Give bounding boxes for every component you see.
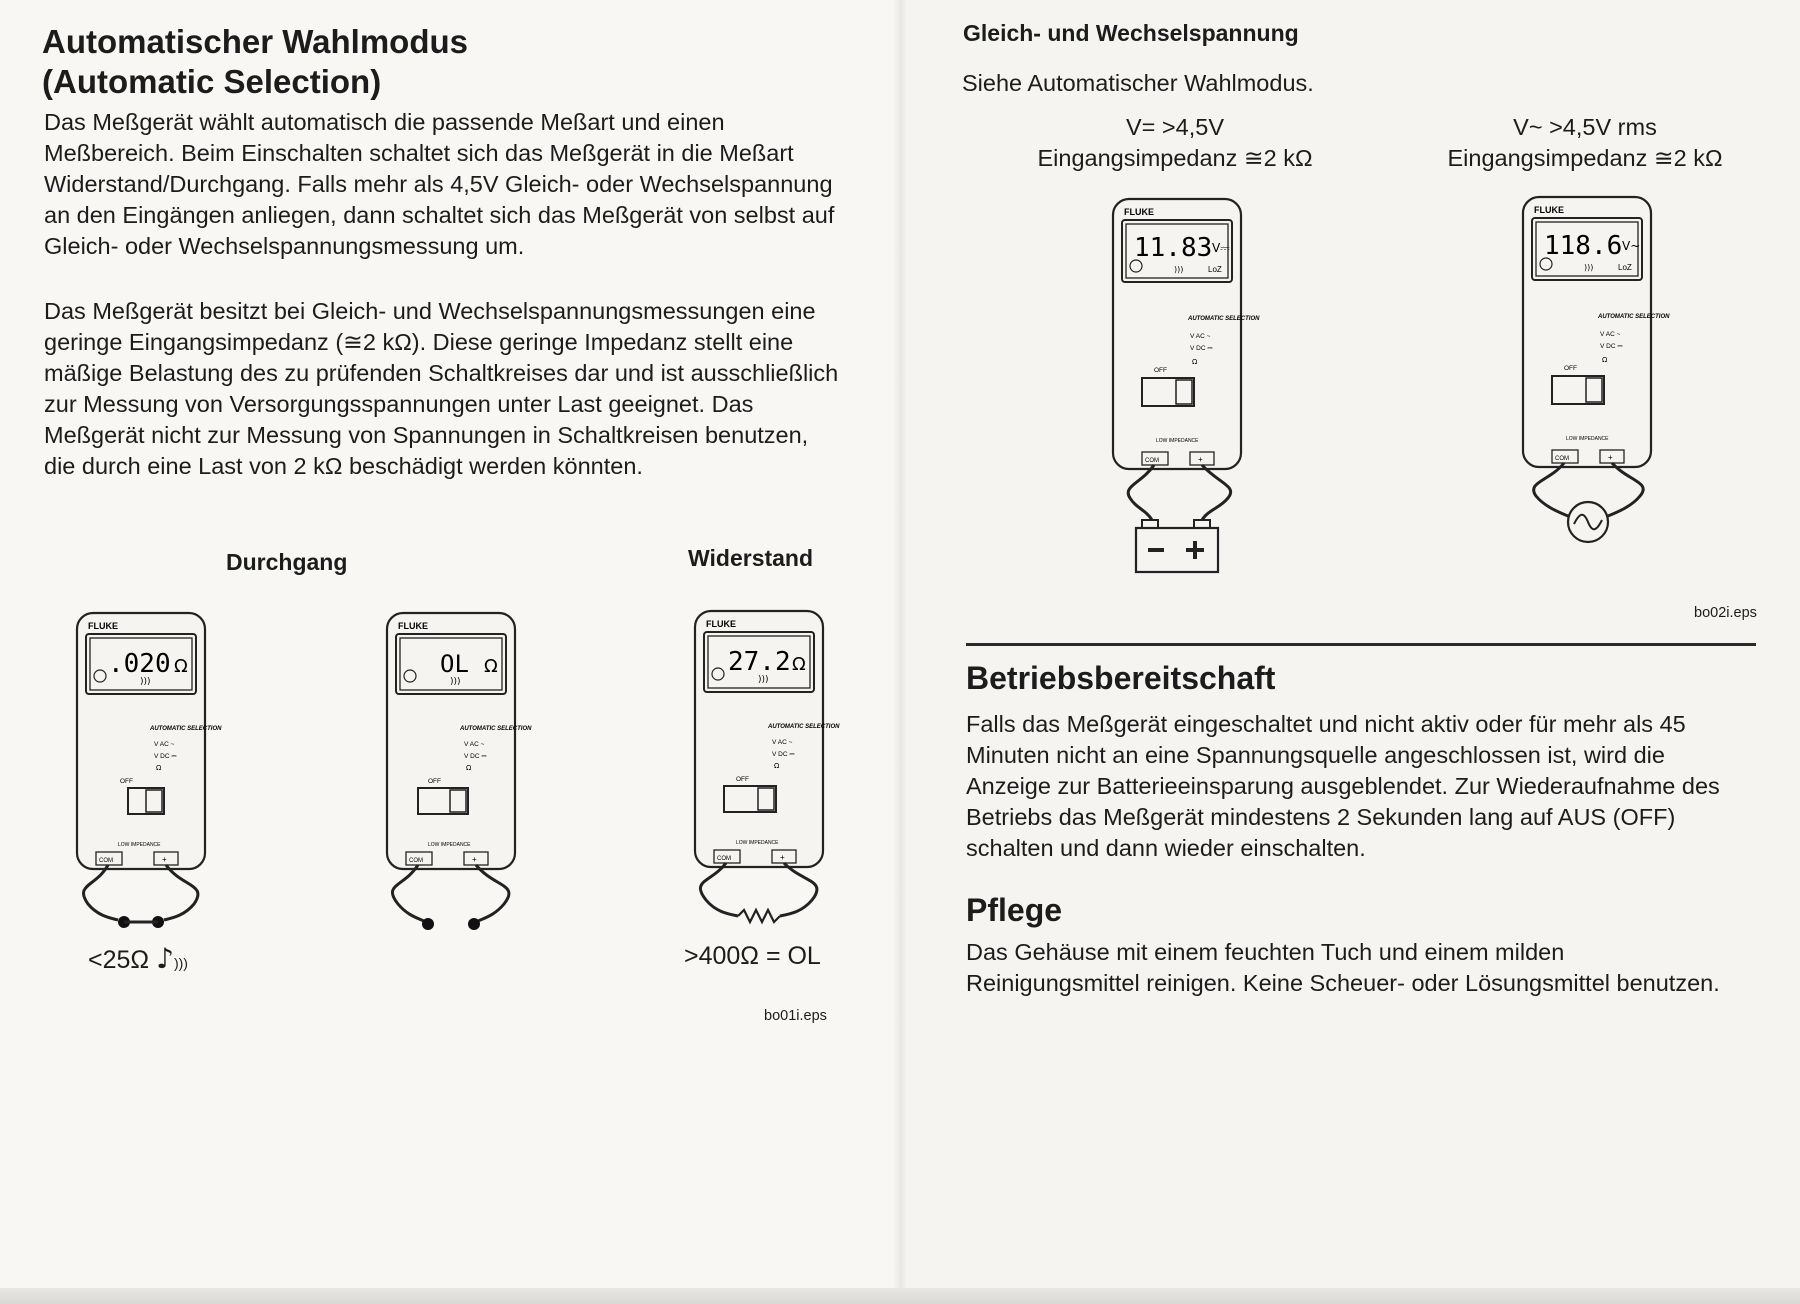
meter-auto-label: AUTOMATIC SELECTION xyxy=(1598,314,1670,320)
probe-lead-plus xyxy=(1202,465,1231,520)
dc-spec xyxy=(1010,112,1340,174)
meter-ohm-label: Ω xyxy=(466,764,472,772)
svg-text:))): ))) xyxy=(1584,263,1594,272)
meter-ohm-label: Ω xyxy=(156,764,162,772)
meter-vdc-label: V DC ⎓ xyxy=(464,753,487,760)
meter-display-unit: Ω xyxy=(792,654,806,675)
left-paragraph-1: Das Meßgerät wählt automatisch die passende Meßart und einen Meßbereich. Beim Einschalten schaltet sich das Meßgerät in die Meßart Widerstand/Durchgang. Falls mehr als 4,5V Gleich- oder Wechselspannung an den Eingängen anliegen, dann schaltet sich das Meßgerät von selbst auf Gleich- oder Wechselspannungsmessung um. xyxy=(44,109,835,259)
beeper-icon: ♪ xyxy=(156,942,174,975)
meter-vdc-label: V DC ⎓ xyxy=(1600,343,1623,350)
meter-display-unit: Ω xyxy=(174,656,188,677)
meter-body xyxy=(77,613,222,869)
betrieb-text: Falls das Meßgerät eingeschaltet und nicht aktiv oder für mehr als 45 Minuten nicht an eine Spannungsquelle angeschlossen ist, wird die Anzeige zur Batterieeinsparung ausgeblendet. Zur Wiederaufnahme des Betriebs das Meßgerät mindestens 2 Sekunden lang auf AUS (OFF) schalten und dann wieder einschalten. xyxy=(966,711,1720,861)
left-title-line2: (Automatic Selection) xyxy=(42,63,382,100)
left-paragraph-2: Das Meßgerät besitzt bei Gleich- und Wechselspannungsmessungen eine geringe Eingangsimpedanz (≅2 kΩ). Diese geringe Impedanz stellt eine mäßige Belastung des zu prüfenden Schaltkreises dar und ist ausschließlich zur Messung von Versorgungsspannungen unter Last geeignet. Das Meßgerät nicht zur Messung von Spannungen in Schaltkreisen benutzen, die durch eine Last von 2 kΩ beschädigt werden könnten. xyxy=(44,298,839,479)
meter-open-circuit xyxy=(386,612,532,932)
meter-dc-voltage xyxy=(1112,198,1260,578)
meter-off-label: OFF xyxy=(120,778,133,785)
meter-off-label: OFF xyxy=(1564,365,1577,372)
pflege-text: Das Gehäuse mit einem feuchten Tuch und einem milden Reinigungsmittel reinigen. Keine Scheuer- oder Lösungsmittel benutzen. xyxy=(966,939,1720,996)
meter-plus-label: + xyxy=(780,853,785,862)
meter-vdc-label: V DC ⎓ xyxy=(1190,345,1213,352)
meter-off-label: OFF xyxy=(428,778,441,785)
meter-ac-voltage xyxy=(1522,196,1670,546)
meter-vac-label: V AC ~ xyxy=(1600,331,1621,338)
section-divider xyxy=(966,643,1756,646)
meter-ohm-label: Ω xyxy=(1602,356,1608,364)
probe-lead-plus xyxy=(1608,463,1643,516)
meter-vac-label: V AC ~ xyxy=(464,741,485,748)
meter-lowimp-label: LOW IMPEDANCE xyxy=(428,842,471,848)
scan-bottom-edge xyxy=(0,1288,1800,1304)
meter-com-label: COM xyxy=(1555,456,1569,462)
meter-display-value: .020 xyxy=(108,649,171,679)
probe-lead-plus xyxy=(164,865,198,920)
meter-display-value: OL xyxy=(440,650,469,678)
meter-com-label: COM xyxy=(99,858,113,864)
svg-text:))): ))) xyxy=(140,677,151,687)
probe-lead-com xyxy=(1128,465,1154,520)
dc-spec-line2: Eingangsimpedanz ≅2 kΩ xyxy=(1037,145,1313,171)
label-widerstand: Widerstand xyxy=(688,545,814,571)
meter-off-label: OFF xyxy=(1154,367,1167,374)
meter-loz-label: LoZ xyxy=(1618,263,1632,272)
meter-brand-label: FLUKE xyxy=(1124,207,1154,217)
meter-continuity xyxy=(76,612,222,932)
dc-spec-line1: V= >4,5V xyxy=(1126,114,1224,140)
meter-display-unit: V⎓ xyxy=(1212,241,1230,255)
meter-lowimp-label: LOW IMPEDANCE xyxy=(1156,438,1199,444)
caption-resistance: >400Ω = OL xyxy=(684,942,821,970)
ac-spec xyxy=(1420,112,1750,174)
ac-spec-line1: V~ >4,5V rms xyxy=(1513,114,1657,140)
section-text-voltage: Siehe Automatischer Wahlmodus. xyxy=(962,70,1314,96)
resistor-icon xyxy=(738,910,780,922)
page-fold xyxy=(893,0,907,1304)
label-durchgang: Durchgang xyxy=(226,549,348,575)
probe-lead-com xyxy=(700,863,738,916)
meter-display-value: 118.6 xyxy=(1544,231,1623,261)
meter-vac-label: V AC ~ xyxy=(772,739,793,746)
probe-lead-com xyxy=(83,865,118,920)
pflege-title: Pflege xyxy=(966,892,1063,928)
figure-id-right: bo02i.eps xyxy=(1694,605,1757,621)
battery-icon xyxy=(1136,520,1218,572)
svg-text:))): ))) xyxy=(1174,265,1184,274)
meter-brand-label: FLUKE xyxy=(88,621,118,631)
meter-com-label: COM xyxy=(1145,458,1159,464)
svg-text:))): ))) xyxy=(758,675,769,685)
meter-lowimp-label: LOW IMPEDANCE xyxy=(1566,436,1609,442)
left-title-line1: Automatischer Wahlmodus xyxy=(42,23,468,60)
meter-brand-label: FLUKE xyxy=(1534,205,1564,215)
meter-vdc-label: V DC ⎓ xyxy=(154,753,177,760)
meter-plus-label: + xyxy=(1608,453,1613,462)
section-title-voltage: Gleich- und Wechselspannung xyxy=(963,20,1299,46)
ac-spec-line2: Eingangsimpedanz ≅2 kΩ xyxy=(1447,145,1723,171)
ac-source-icon xyxy=(1568,502,1608,542)
meter-resistance xyxy=(694,610,840,930)
figure-id-left: bo01i.eps xyxy=(764,1008,827,1024)
meter-ohm-label: Ω xyxy=(1192,358,1198,366)
meter-com-label: COM xyxy=(409,858,423,864)
probe-lead-plus xyxy=(476,865,509,922)
betrieb-title: Betriebsbereitschaft xyxy=(966,660,1276,696)
probe-lead-com xyxy=(392,865,426,922)
meter-vac-label: V AC ~ xyxy=(1190,333,1211,340)
meter-loz-label: LoZ xyxy=(1208,265,1222,274)
meter-plus-label: + xyxy=(162,855,167,864)
caption-continuity-text: <25Ω xyxy=(88,946,150,974)
caption-continuity: <25Ω ♪))) xyxy=(88,942,188,975)
meter-lowimp-label: LOW IMPEDANCE xyxy=(736,840,779,846)
probe-lead-com xyxy=(1534,463,1568,516)
meter-vac-label: V AC ~ xyxy=(154,741,175,748)
right-page xyxy=(900,0,1800,1304)
meter-auto-label: AUTOMATIC SELECTION xyxy=(768,724,840,730)
meter-display-value: 11.83 xyxy=(1134,233,1213,263)
svg-text:))): ))) xyxy=(450,677,461,687)
meter-vdc-label: V DC ⎓ xyxy=(772,751,795,758)
meter-lowimp-label: LOW IMPEDANCE xyxy=(118,842,161,848)
meter-com-label: COM xyxy=(717,856,731,862)
meter-auto-label: AUTOMATIC SELECTION xyxy=(460,726,532,732)
meter-plus-label: + xyxy=(1198,455,1203,464)
meter-plus-label: + xyxy=(472,855,477,864)
meter-off-label: OFF xyxy=(736,776,749,783)
meter-ohm-label: Ω xyxy=(774,762,780,770)
probe-lead-plus xyxy=(780,863,817,916)
left-title xyxy=(42,22,468,102)
meter-display-unit: V~ xyxy=(1622,239,1641,253)
meter-auto-label: AUTOMATIC SELECTION xyxy=(150,726,222,732)
meter-display-value: 27.2 xyxy=(728,647,791,677)
meter-auto-label: AUTOMATIC SELECTION xyxy=(1188,316,1260,322)
meter-brand-label: FLUKE xyxy=(398,621,428,631)
meter-display-unit: Ω xyxy=(484,656,498,677)
meter-brand-label: FLUKE xyxy=(706,619,736,629)
